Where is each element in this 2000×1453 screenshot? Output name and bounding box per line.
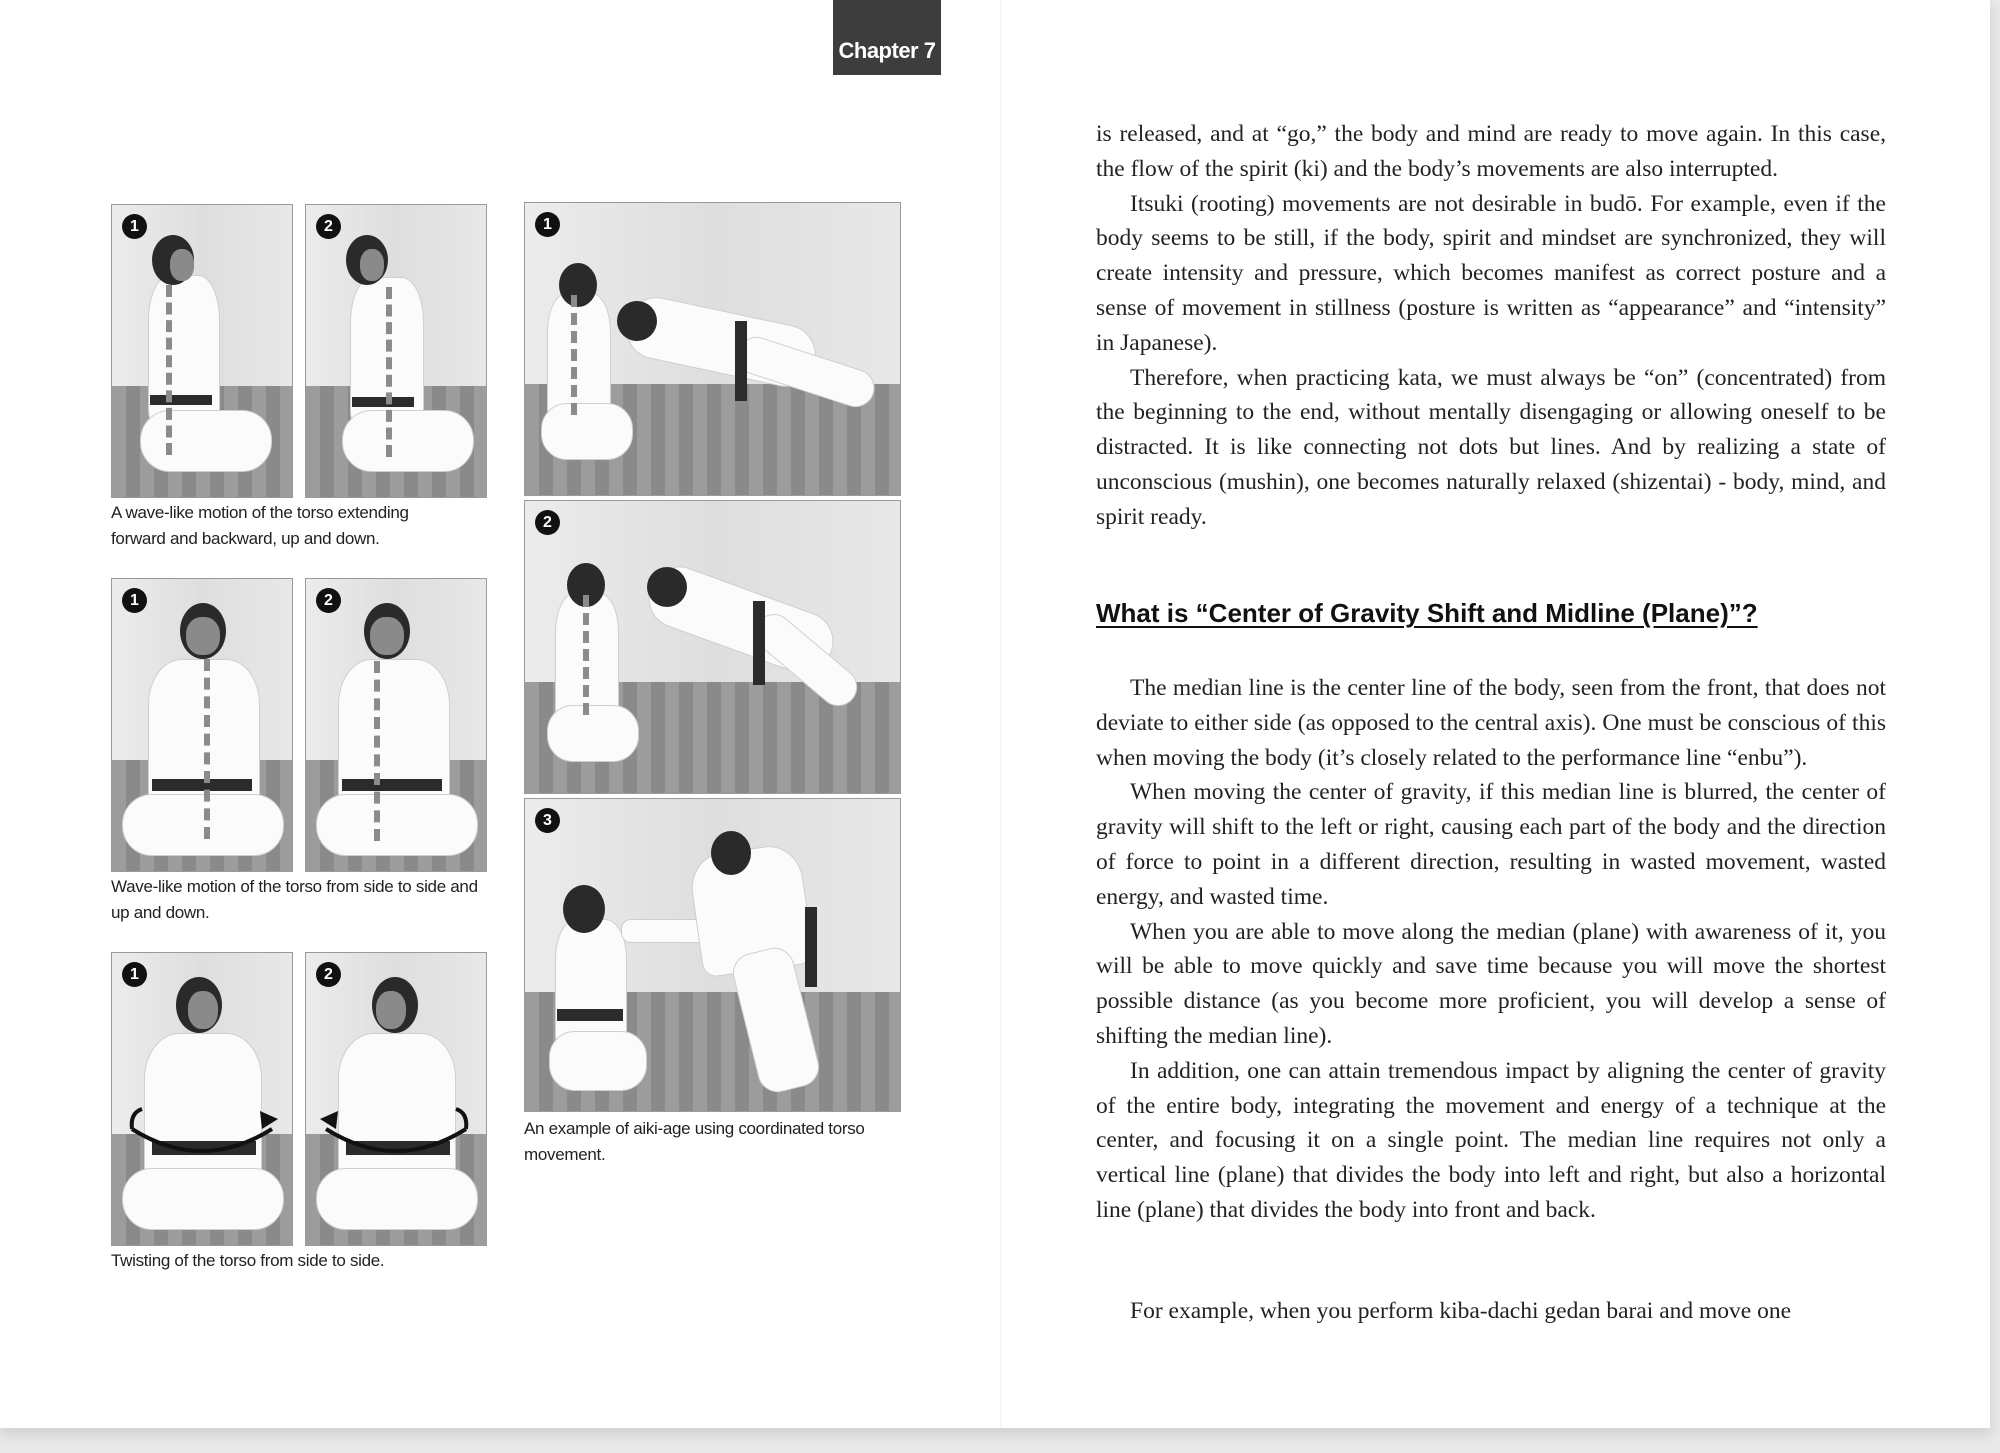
paragraph: In addition, one can attain tremendous impact by aligning the center of gravity of the entire body, integrating the movement and energy of a technique at the center, and focusing it on a single point. The median line requires not only a vertical line (plane) that divides the body into left and right, but also a horizontal line (plane) that divides the body into front and back.	[1096, 1057, 1886, 1223]
photo-a2	[305, 204, 487, 498]
paragraph: Therefore, when practicing kata, we must always be “on” (concentrated) from the beginning to the end, without mentally disengaging or allowing oneself to be distracted. It is like connecting not dots but lines. And by realizing a state of unconscious (mushin), one becomes naturally relaxed (shizentai) - body, mind, and spirit ready.	[1096, 364, 1886, 530]
step-badge: 1	[122, 214, 147, 239]
step-badge: 2	[316, 214, 341, 239]
paragraph: When you are able to move along the median (plane) with awareness of it, you will be able to move quickly and save time because you will move the shortest possible distance (as you become more proficient, you will develop a sense of shifting the median line).	[1096, 918, 1886, 1049]
photo-c1	[111, 952, 293, 1246]
step-badge: 2	[535, 510, 560, 535]
page-gutter	[1000, 0, 1002, 1428]
paragraph: The median line is the center line of the body, seen from the front, that does not deviate to either side (as opposed to the central axis). One must be conscious of this when moving the body (it’s closely related to the performance line “enbu”).	[1096, 675, 1886, 771]
step-badge: 3	[535, 808, 560, 833]
step-badge: 2	[316, 962, 341, 987]
twist-arrow-icon	[112, 1103, 292, 1163]
paragraph: Itsuki (rooting) movements are not desirable in budō. For example, even if the body seems to be still, if the body, spirit and mindset are synchronized, they will create intensity and pressure, which becomes manifest as correct posture and a sense of movement in stillness (posture is written as “appearance” and “intensity” in Japanese).	[1096, 190, 1886, 356]
photo-d3	[524, 798, 901, 1112]
section-heading: What is “Center of Gravity Shift and Midline (Plane)”?	[1096, 598, 1758, 628]
photo-c2	[305, 952, 487, 1246]
paragraph: When moving the center of gravity, if this median line is blurred, the center of gravity will shift to the left or right, causing each part of the body and the direction of force to point in a different direction, resulting in wasted movement, wasted energy, and wasted time.	[1096, 779, 1886, 910]
chapter-tab	[833, 0, 941, 75]
caption-a: A wave-like motion of the torso extending forward and backward, up and down.	[111, 503, 409, 548]
photo-d2	[524, 500, 901, 794]
step-badge: 1	[122, 962, 147, 987]
body-text-bottom	[1096, 1294, 1886, 1329]
photo-d1	[524, 202, 901, 496]
step-badge: 2	[316, 588, 341, 613]
body-text-top	[1096, 117, 1886, 535]
chapter-label: Chapter 7	[838, 38, 936, 63]
caption-b: Wave-like motion of the torso from side to side and up and down.	[111, 877, 478, 922]
step-badge: 1	[535, 212, 560, 237]
photo-b2	[305, 578, 487, 872]
paragraph: is released, and at “go,” the body and mind are ready to move again. In this case, the flow of the spirit (ki) and the body’s movements are also interrupted.	[1096, 121, 1886, 182]
photo-a1	[111, 204, 293, 498]
caption-c: Twisting of the torso from side to side.	[111, 1251, 385, 1270]
body-text-middle	[1096, 671, 1886, 1228]
paragraph: For example, when you perform kiba-dachi gedan barai and move one	[1130, 1298, 1792, 1324]
caption-d: An example of aiki-age using coordinated torso movement.	[524, 1119, 865, 1164]
twist-arrow-icon	[306, 1103, 486, 1163]
photo-b1	[111, 578, 293, 872]
step-badge: 1	[122, 588, 147, 613]
